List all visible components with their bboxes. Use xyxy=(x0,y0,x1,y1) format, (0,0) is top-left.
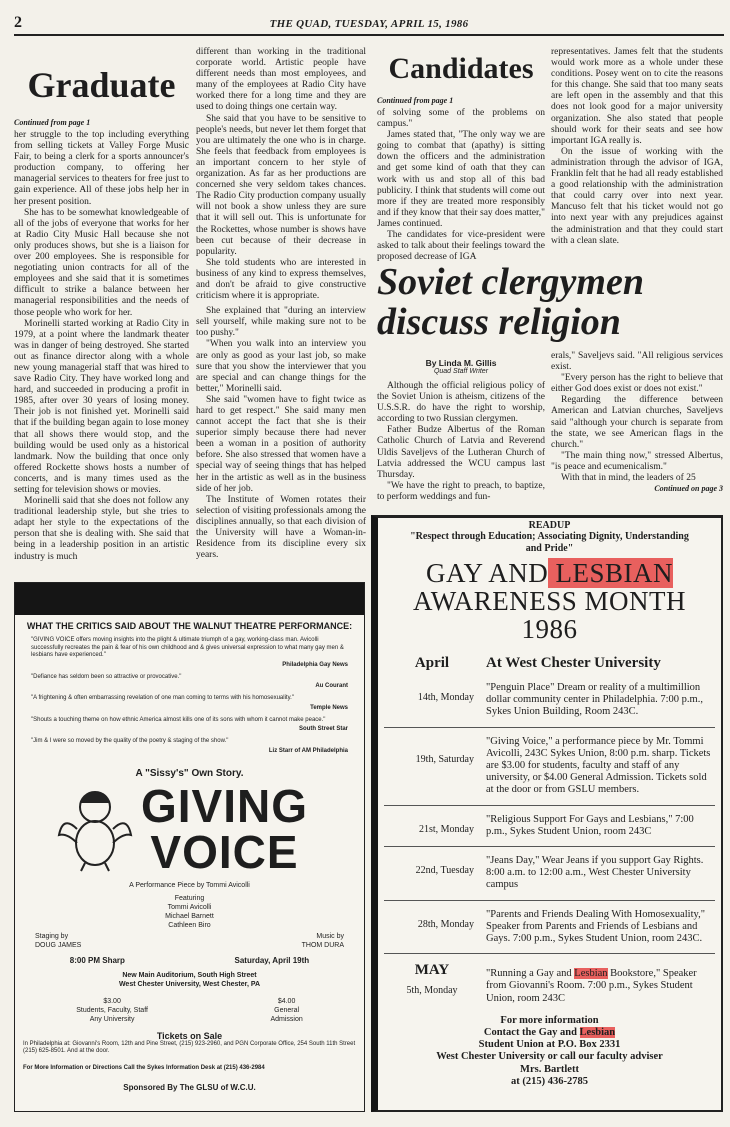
cast-member: Tommi Avicolli xyxy=(167,903,212,911)
masthead: THE QUAD, TUESDAY, APRIL 15, 1986 xyxy=(269,18,469,30)
general-price xyxy=(270,997,302,1024)
critic-quote: "GIVING VOICE offers moving insights into the plight & ultimate triumph of a gay, working-class man. Avicolli successfully recreates the pain & fear of his own childhood and & gives universal expression to what many gay men & lesbians have experienced." xyxy=(31,637,344,658)
paragraph: The Institute of Women rotates their selection of visiting professionals among the disciplines annually, so that each division of the University will have a Woman-in-Residence from its discipline every six years. xyxy=(196,494,366,561)
critic-quote: "Jim & I were so moved by the quality of the poetry & staging of the show." xyxy=(31,738,229,744)
contact-line: For more information xyxy=(500,1014,599,1026)
staging-name: DOUG JAMES xyxy=(35,941,82,949)
readup-title: READUP xyxy=(528,520,571,531)
contact-block xyxy=(378,1015,721,1088)
soviet-headline xyxy=(377,262,722,342)
graduate-col-1 xyxy=(14,44,189,563)
venue-line-2: West Chester University, West Chester, PA xyxy=(118,980,261,988)
graduate-headline: Graduate xyxy=(27,65,176,105)
paragraph: "We have the right to preach, to baptize, to perform weddings and fun- xyxy=(377,480,545,502)
featuring-label: Featuring xyxy=(174,894,205,902)
event-text: "Parents and Friends Dealing With Homosexuality," Speaker from Parents and Friends of Lesbians and Gays. 7:00 p.m., Sykes Student Union, room 243C. xyxy=(486,908,705,945)
ad-title-block xyxy=(15,779,364,878)
month-row-april xyxy=(378,655,721,672)
contact-line-part: Contact the Gay and xyxy=(483,1027,580,1039)
candidates-col-2 xyxy=(551,47,723,247)
staging-credit xyxy=(35,932,81,950)
ad-title-2: VOICE xyxy=(150,825,299,878)
location: At West Chester University xyxy=(486,655,661,671)
event-text: "Penguin Place" Dream or reality of a multimillion dollar community center in Philadelphia. 7:00 p.m., Sykes Union Building, Room 243C. xyxy=(486,682,703,718)
paragraph: With that in mind, the leaders of 25 xyxy=(561,473,696,484)
cast-member: Michael Barnett xyxy=(165,912,214,920)
soviet-col-2 xyxy=(551,351,723,493)
event-text xyxy=(486,962,711,1005)
event-row xyxy=(378,909,721,946)
critic-quote: "Defiance has seldom been so attractive or provocative." xyxy=(31,673,182,680)
price-row xyxy=(15,997,364,1024)
graduate-continued: Continued from page 1 xyxy=(14,118,91,127)
soviet-headline-line-1: Soviet clergymen xyxy=(377,261,644,303)
contact-line: Mrs. Bartlett xyxy=(520,1063,579,1075)
event-date: 28th, Monday xyxy=(417,918,474,930)
critic-source: South Street Star xyxy=(298,726,348,732)
paragraph: Regarding the difference between American and Latvian churches, Saveljevs said "although your church is separate from the state, we see American flags in the church." xyxy=(551,395,723,450)
event-text: "Religious Support For Gays and Lesbians," 7:00 p.m., Sykes Student Union, room 243C xyxy=(486,813,694,837)
general-price-label: Admission xyxy=(270,1015,303,1023)
divider xyxy=(384,900,715,901)
paragraph: She said that you have to be sensitive to people's needs, but never let them forget that you are ultimately the one who is in charge. She feels that feedback from employees is an important concern to her style of organization. As far as her productions are concerned she very seldom takes chances. The Radio City production company usually will not book a show unless they are sure that it will sell out. This is unfortunate for the Rockettes, whose number is shows have been cut because of their decrease in popularity. xyxy=(196,113,366,257)
music-credit xyxy=(302,932,344,950)
paragraph: Although the official religious policy of the Soviet Union is atheism, citizens of the U.S.S.R. do have the right to worship, according to two Russian clergymen. xyxy=(377,381,545,425)
paragraph: James stated that, "The only way we are going to combat that (apathy) is sitting down the officers and the administration and get some kind of oath that they can work with us and stop all of this bad publicity. I think that students will come out more if they are treated more responsibly and if they know that their say does matter," James continued. xyxy=(377,130,545,229)
student-price-label: Any University xyxy=(89,1015,135,1023)
event-text: "Jeans Day," Wear Jeans if you support Gay Rights. 8:00 a.m. to 12:00 a.m., West Chester University campus xyxy=(486,855,704,891)
divider xyxy=(384,953,715,954)
soviet-col-1 xyxy=(377,358,545,503)
event-row xyxy=(378,736,721,797)
ad-tagline: A "Sissy's" Own Story. xyxy=(135,767,244,779)
general-price-label: General xyxy=(274,1006,300,1014)
staging-label: Staging by xyxy=(35,932,69,940)
month-april: April xyxy=(414,655,450,671)
tickets-title: Tickets on Sale xyxy=(156,1030,223,1041)
music-name: THOM DURA xyxy=(301,941,344,949)
paragraph: different than working in the traditional corporate world. Artistic people have different needs than most employees, and many of the employees at Radio City have worked there for a long time and they are used to doing things one certain way. xyxy=(196,47,366,113)
credits-row xyxy=(35,932,344,950)
divider xyxy=(384,805,715,806)
sponsor-line: Sponsored By The GLSU of W.C.U. xyxy=(123,1082,256,1092)
contact-line-highlight: Lesbian xyxy=(579,1027,616,1039)
may-dates xyxy=(378,962,486,1005)
critic-source: Temple News xyxy=(310,704,348,711)
paragraph: representatives. James felt that the students would work more as a whole under these conditions. Posey went on to cite the reasons for this change. She said that too many seats are left open in the assembly and that this does not look good for a major university organization. She also stated that people should work for their seats and see how important IGA really is. xyxy=(551,47,723,146)
paragraph: The candidates for vice-president were asked to talk about their feelings toward the proposed decrease of IGA xyxy=(377,230,545,263)
venue-line-1: New Main Auditorium, South High Street xyxy=(122,971,257,979)
paragraph: On the issue of working with the administration through the advisor of IGA, Franklin felt that he had all ready established a good relationship with the administration that could carry over into next year. Mancuso felt that his ticket would not go into next year with any prejudices against the administration and that they could start with a clean slate. xyxy=(551,146,723,246)
ad-big-line-1 xyxy=(378,559,721,587)
event-text-part: "Running a Gay and xyxy=(486,968,575,980)
byline: By Linda M. Gillis xyxy=(425,358,497,368)
paragraph: her struggle to the top including everything from selling tickets at Valley Forge Music Fair, to being a clerk for a sports announcer's production company, to offering her managerial services to theaters for free just to gain experience. All of these jobs help her in her present position. xyxy=(14,130,189,207)
ad-big-line-2: AWARENESS MONTH xyxy=(412,586,687,616)
ad-black-bar xyxy=(15,583,364,615)
byline-role: Quad Staff Writer xyxy=(433,368,489,375)
candidates-headline: Candidates xyxy=(388,52,534,85)
critic-source: Liz Starr of AM Philadelphia xyxy=(268,747,348,754)
critics-title: WHAT THE CRITICS SAID ABOUT THE WALNUT THEATRE PERFORMANCE: xyxy=(26,621,353,631)
event-text: "Giving Voice," a performance piece by Mr. Tommi Avicolli, 243C Sykes Union, 8:00 p.m. sharp. Tickets are $3.00 for students, faculty and staff of any university, or $4.00 General Admission. Tickets sold at the door or from GSLU members. xyxy=(486,735,711,796)
candidates-continued: Continued from page 1 xyxy=(377,96,454,105)
info-line: For More Information or Directions Call the Sykes Information Desk at (215) 436-2984 xyxy=(23,1064,265,1071)
paragraph: of solving some of the problems on campus." xyxy=(377,108,545,130)
contact-line: Student Union at P.O. Box 2331 xyxy=(478,1039,621,1051)
divider xyxy=(384,727,715,728)
paragraph: She told students who are interested in business of any kind to express themselves, and don't be afraid to give constructive criticism where it is appropriate. xyxy=(196,257,366,302)
student-price-label: Students, Faculty, Staff xyxy=(76,1006,148,1014)
show-date: Saturday, April 19th xyxy=(234,955,310,965)
page-number: 2 xyxy=(14,14,22,31)
paragraph: She has to be somewhat knowledgeable of all of the jobs of everyone that works for her at Radio City Music Hall because she not only produces shows, but she is a liaison for over 200 employees. She is responsible for negotiating union contracts for all of the employees and she said that it is sometimes difficult to strike a balance between her managerial responsibilities and the needs of those people who work for her. xyxy=(14,207,189,318)
event-date: 19th, Saturday xyxy=(415,753,474,765)
soviet-headline-line-2: discuss religion xyxy=(377,301,621,343)
paragraph: "When you walk into an interview you are only as good as your last job, so make sure that you show the interviewer that you are special and can change things for the better," Morinelli said. xyxy=(196,339,366,394)
month-may: MAY xyxy=(414,962,450,979)
event-text-highlight: Lesbian xyxy=(574,968,608,980)
contact-line xyxy=(378,1027,721,1039)
student-price xyxy=(76,997,148,1024)
contact-line: West Chester University or call our faculty adviser xyxy=(436,1051,663,1063)
ad-big-line-1b: LESBIAN xyxy=(548,558,674,588)
event-row xyxy=(378,814,721,838)
critic-quote: "Shouts a touching theme on how ethnic America almost kills one of its sons with whom it cannot make peace." xyxy=(31,716,326,723)
critic-source: Au Courant xyxy=(315,683,348,689)
performance-by: A Performance Piece by Tommi Avicolli xyxy=(129,881,250,889)
event-date: 5th, Monday xyxy=(406,985,458,997)
readup-subtitle: "Respect through Education; Associating Dignity, Understanding and Pride" xyxy=(410,531,689,554)
paragraph: "The main thing now," stressed Albertus, "is peace and ecumenicalism." xyxy=(551,450,723,472)
paragraph: Morinelli said that she does not follow any traditional leadership style, but she tries to adapt her style to the expectations of the person that she is dealing with. She said that being in a leadership position in an artistic industry is much xyxy=(14,496,189,562)
ad-big-line-1a: GAY AND xyxy=(425,558,549,588)
event-text-part: Bookstore," Speaker from Giovanni's Room. 7:00 p.m., Sykes Student Union, room 243C xyxy=(486,968,697,1004)
showtime-row xyxy=(15,956,364,965)
page-header xyxy=(14,14,724,36)
contact-line: at (215) 436-2785 xyxy=(511,1075,588,1087)
ad-title-1: GIVING xyxy=(140,779,309,832)
event-date: 14th, Monday xyxy=(417,692,474,703)
student-price-value: $3.00 xyxy=(103,997,121,1005)
event-date: 21st, Monday xyxy=(419,823,474,835)
ad-big-line-3: 1986 xyxy=(521,614,578,644)
show-time: 8:00 PM Sharp xyxy=(69,955,125,965)
soviet-continued-on: Continued on page 3 xyxy=(654,484,723,494)
paragraph: Morinelli started working at Radio City in 1979, at a point where the landmark theater was in danger of being destroyed. She started out as finance director along with a whole new young managerial staff that was hired to save Radio City. They have worked long and hard, and succeeded in producing a profit in 1985, after over 30 years of losing money. Their job is not finished yet. Morinelli said that if the building began again to lose money that all shows there would stop, and the building would be used only as a historical landmark. Now the building that once only offered Rockette shows hosts a number of concerts, and is many times used as the setting for television shows or movies. xyxy=(14,318,189,495)
paragraph: She explained that "during an interview sell yourself, while making sure not to be too pushy." xyxy=(196,306,366,339)
event-row xyxy=(378,682,721,719)
critic-source: Philadelphia Gay News xyxy=(282,661,348,668)
paragraph: erals," Saveljevs said. "All religious services exist. xyxy=(551,351,723,373)
event-date: 22nd, Tuesday xyxy=(415,865,474,877)
music-label: Music by xyxy=(316,932,344,940)
divider xyxy=(384,846,715,847)
graduate-col-2 xyxy=(196,47,366,561)
event-row-may xyxy=(378,962,721,1005)
tickets-text: In Philadelphia at: Giovanni's Room, 12th and Pine Street, (215) 923-2960, and PGN Corporate Office, 254 South 11th Street (215) 625-8501. And at the door. xyxy=(23,1040,356,1054)
general-price-value: $4.00 xyxy=(277,997,296,1005)
giving-voice-ad xyxy=(14,582,365,1112)
candidates-col-1 xyxy=(377,44,545,263)
cherub-illustration-icon xyxy=(55,785,135,873)
paragraph: Father Budze Albertus of the Roman Catholic Church of Latvia and Reverend Uldis Saveljevs of the Lutheran Church of Latvia addressed the WCU campus last Thursday. xyxy=(377,425,545,480)
awareness-month-ad xyxy=(371,515,723,1112)
event-row xyxy=(378,855,721,892)
paragraph: "Every person has the right to believe that either God does exist or does not exist." xyxy=(551,373,723,395)
critic-quote: "A frightening & often embarrassing revelation of one man coming to terms with his homosexuality." xyxy=(31,695,294,701)
paragraph: She said "women have to fight twice as hard to get respect." She said many men cannot accept the fact that she is their superior simply because there had never been a woman in a position of authority before. She also stressed that women have a special way of seeing things that has helped her in the artistic as well as in the business side of her job. xyxy=(196,394,366,494)
cast-member: Cathleen Biro xyxy=(168,921,211,929)
